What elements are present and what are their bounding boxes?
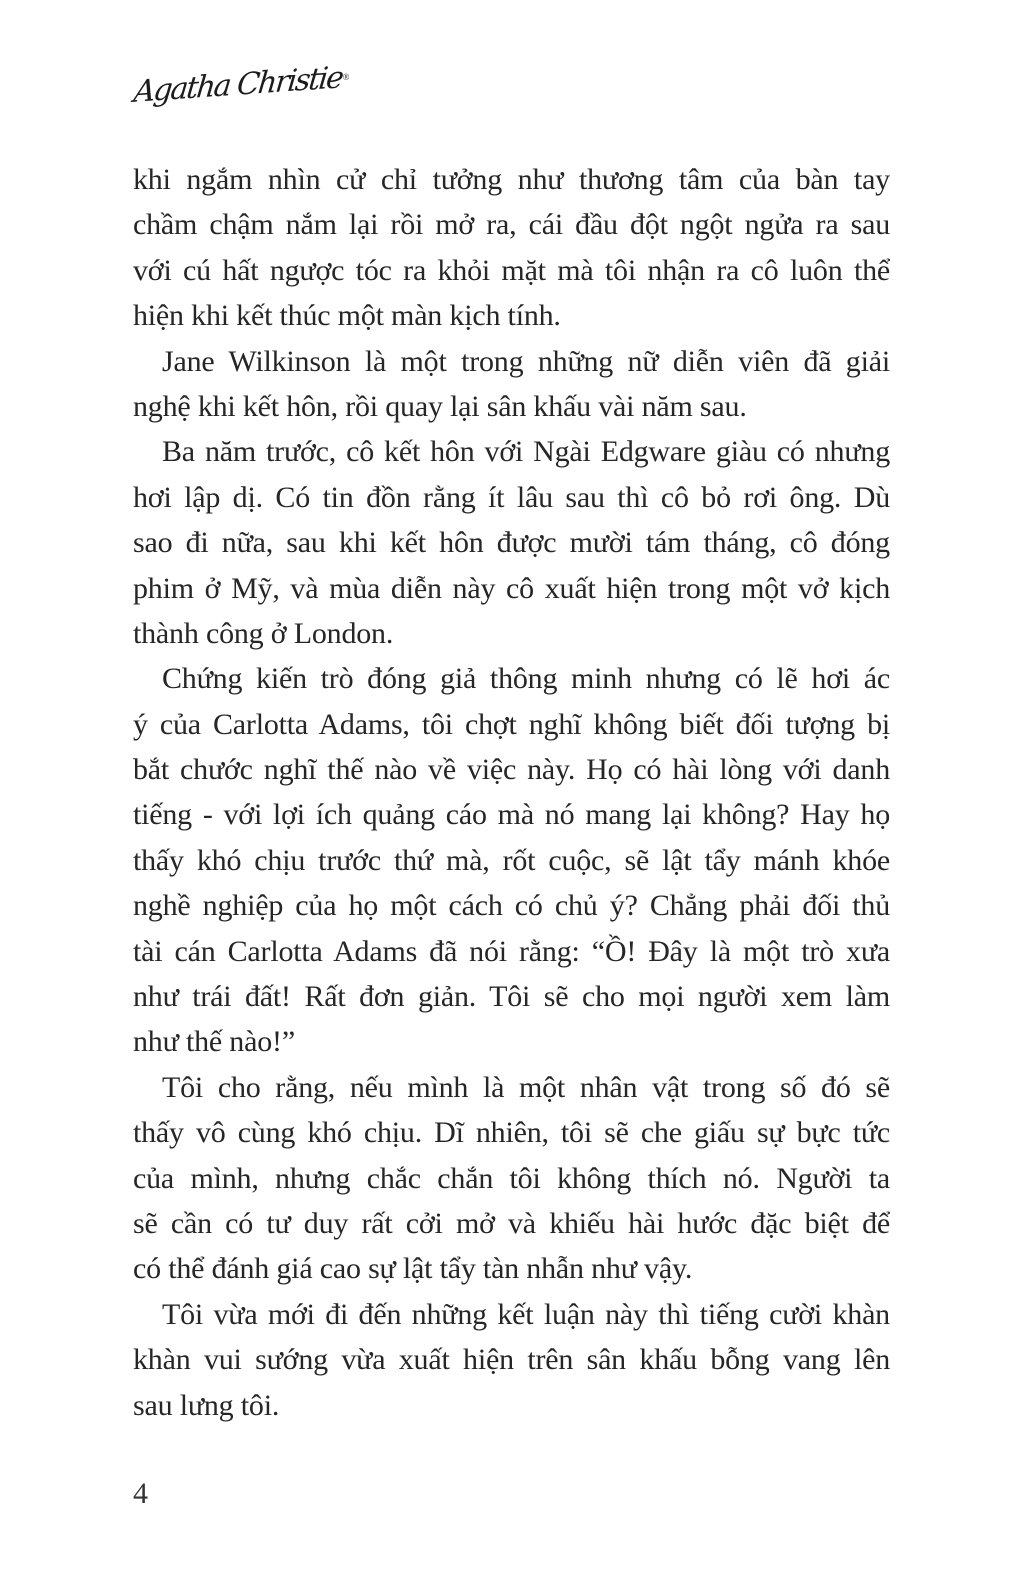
text-line: tiếng - với lợi ích quảng cáo mà nó mang lại không? Hay họ <box>133 798 890 832</box>
text-line: phim ở Mỹ, và mùa diễn này cô xuất hiện trong một vở kịch <box>133 571 890 605</box>
text-line: thấy khó chịu trước thứ mà, rốt cuộc, sẽ lật tẩy mánh khóe <box>133 843 890 877</box>
text-line: nghệ khi kết hôn, rồi quay lại sân khấu vài năm sau. <box>133 389 747 423</box>
text-line: khàn vui sướng vừa xuất hiện trên sân khấu bỗng vang lên <box>133 1343 890 1377</box>
publisher-logo <box>132 60 350 122</box>
text-line: có thể đánh giá cao sự lật tẩy tàn nhẫn như vậy. <box>133 1252 693 1286</box>
text-line: Tôi vừa mới đi đến những kết luận này thì tiếng cười khàn <box>162 1297 890 1331</box>
registered-mark: ® <box>342 72 350 82</box>
text-line: như trái đất! Rất đơn giản. Tôi sẽ cho mọi người xem làm <box>133 980 890 1014</box>
text-line: Tôi cho rằng, nếu mình là một nhân vật trong số đó sẽ <box>162 1070 890 1104</box>
text-line: sao đi nữa, sau khi kết hôn được mười tám tháng, cô đóng <box>133 526 890 560</box>
paragraph <box>133 1292 890 1428</box>
text-line: hơi lập dị. Có tin đồn rằng ít lâu sau thì cô bỏ rơi ông. Dù <box>133 480 890 514</box>
paragraph <box>133 157 890 339</box>
text-line: như thế nào!” <box>133 1025 295 1059</box>
text-line: tài cán Carlotta Adams đã nói rằng: “Ồ! Đây là một trò xưa <box>133 934 890 968</box>
text-line: thành công ở London. <box>133 616 394 650</box>
paragraph <box>133 656 890 1065</box>
text-line: chầm chậm nắm lại rồi mở ra, cái đầu đột ngột ngửa ra sau <box>133 208 890 242</box>
text-line: hiện khi kết thúc một màn kịch tính. <box>133 299 561 333</box>
text-line: thấy vô cùng khó chịu. Dĩ nhiên, tôi sẽ che giấu sự bực tức <box>133 1116 890 1150</box>
page-body <box>133 157 890 1428</box>
paragraph <box>133 339 890 430</box>
text-line: nghề nghiệp của họ một cách có chủ ý? Chẳng phải đối thủ <box>133 889 890 923</box>
page-number: 4 <box>133 1477 148 1510</box>
agatha-christie-signature: Agatha Christie <box>132 60 344 110</box>
paragraph <box>133 1065 890 1292</box>
text-line: sau lưng tôi. <box>133 1388 280 1422</box>
text-line: ý của Carlotta Adams, tôi chợt nghĩ không biết đối tượng bị <box>133 707 890 741</box>
paragraph <box>133 429 890 656</box>
text-line: Ba năm trước, cô kết hôn với Ngài Edgware giàu có nhưng <box>162 435 890 469</box>
text-line: Jane Wilkinson là một trong những nữ diễn viên đã giải <box>162 344 890 378</box>
text-line: của mình, nhưng chắc chắn tôi không thích nó. Người ta <box>133 1161 890 1195</box>
text-line: sẽ cần có tư duy rất cởi mở và khiếu hài hước đặc biệt để <box>133 1206 890 1240</box>
text-line: bắt chước nghĩ thế nào về việc này. Họ có hài lòng với danh <box>133 753 890 787</box>
text-line: Chứng kiến trò đóng giả thông minh nhưng có lẽ hơi ác <box>162 662 890 696</box>
text-line: với cú hất ngược tóc ra khỏi mặt mà tôi nhận ra cô luôn thể <box>133 253 890 287</box>
text-line: khi ngắm nhìn cử chỉ tưởng như thương tâm của bàn tay <box>133 163 890 196</box>
